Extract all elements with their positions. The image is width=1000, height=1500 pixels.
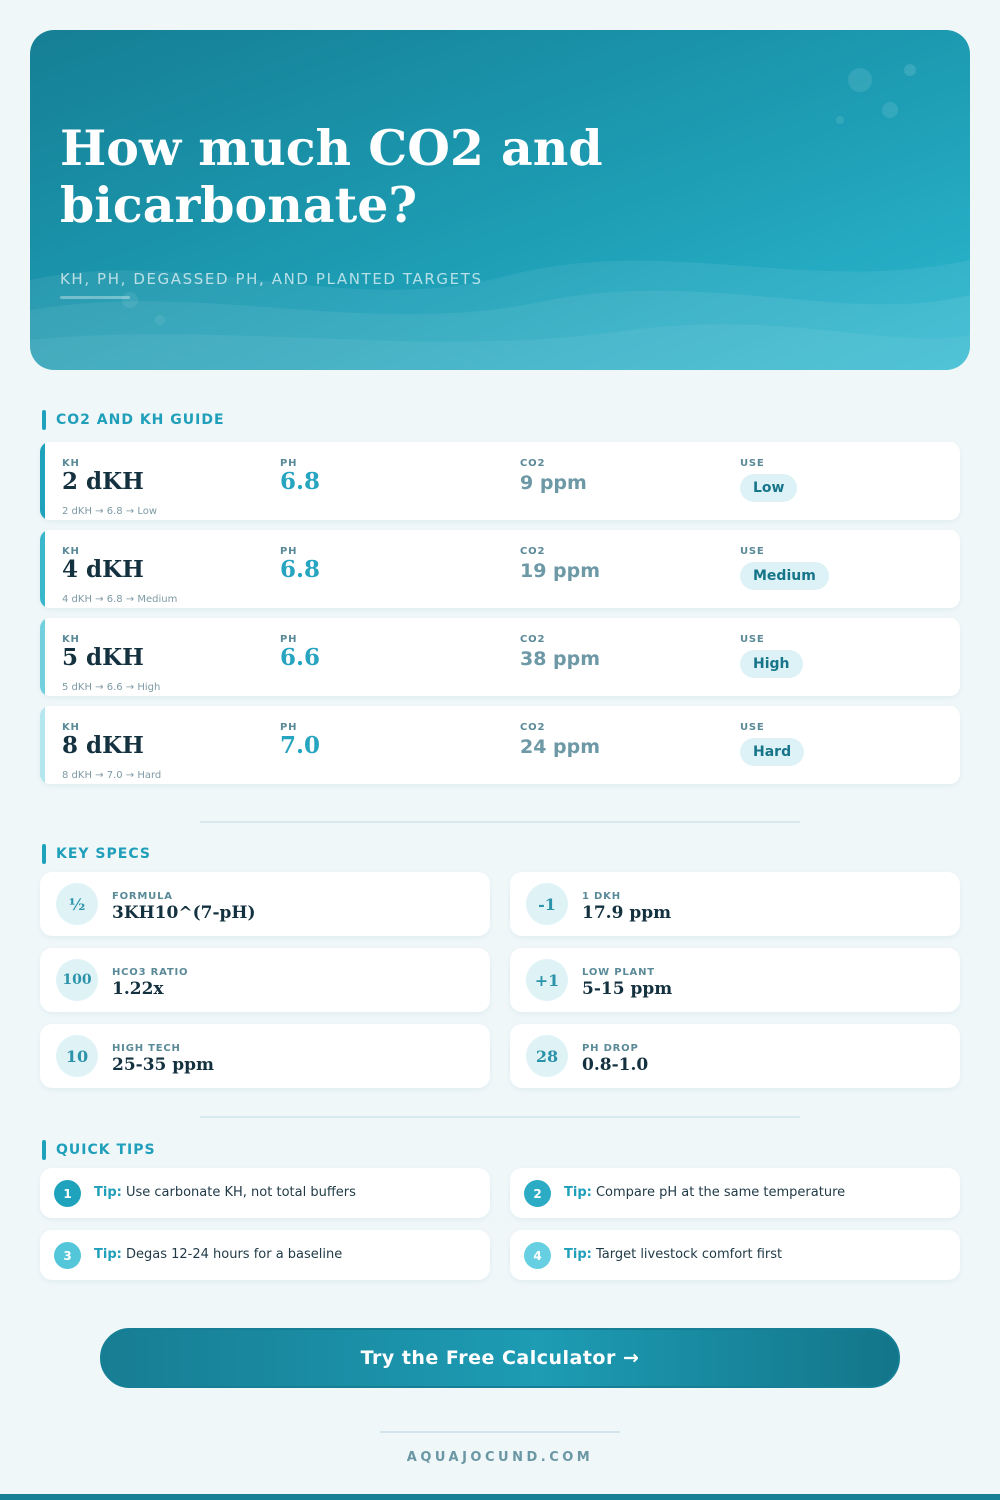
tip-text bbox=[564, 1247, 782, 1262]
tip-prefix: Tip: bbox=[564, 1185, 592, 1200]
guide-heading: CO2 AND KH GUIDE bbox=[56, 412, 225, 428]
tips-heading: QUICK TIPS bbox=[56, 1142, 156, 1158]
spec-label: FORMULA bbox=[112, 891, 173, 902]
use-column-label: USE bbox=[740, 722, 765, 733]
use-column-label: USE bbox=[740, 634, 765, 645]
tip-number-badge: 3 bbox=[54, 1242, 81, 1269]
spec-card bbox=[510, 872, 960, 936]
co2-value: 9 ppm bbox=[520, 472, 587, 494]
co2-column-label: CO2 bbox=[520, 458, 546, 469]
page-title: How much CO2 and bicarbonate? bbox=[60, 119, 603, 234]
guide-row bbox=[40, 530, 960, 608]
spec-value: 0.8-1.0 bbox=[582, 1055, 649, 1075]
use-badge: High bbox=[740, 650, 803, 678]
spec-badge-icon: 28 bbox=[526, 1035, 568, 1077]
ph-value: 6.8 bbox=[280, 556, 321, 583]
ph-column-label: PH bbox=[280, 546, 298, 557]
row-summary-note: 4 dKH → 6.8 → Medium bbox=[62, 594, 178, 605]
spec-label: PH DROP bbox=[582, 1043, 639, 1054]
spec-card bbox=[510, 1024, 960, 1088]
co2-column-label: CO2 bbox=[520, 722, 546, 733]
subtitle-underline bbox=[60, 296, 130, 299]
spec-value: 5-15 ppm bbox=[582, 979, 673, 999]
spec-badge-icon: 100 bbox=[56, 959, 98, 1001]
specs-heading: KEY SPECS bbox=[56, 846, 151, 862]
spec-value: 3KH10^(7-pH) bbox=[112, 903, 256, 923]
kh-column-label: KH bbox=[62, 634, 80, 645]
kh-value: 4 dKH bbox=[62, 556, 144, 583]
spec-label: HCO3 RATIO bbox=[112, 967, 189, 978]
specs-section-header bbox=[42, 844, 151, 864]
section-accent-bar bbox=[42, 1140, 46, 1160]
tip-number-badge: 4 bbox=[524, 1242, 551, 1269]
section-accent-bar bbox=[42, 844, 46, 864]
spec-badge-icon: +1 bbox=[526, 959, 568, 1001]
section-divider bbox=[200, 1116, 800, 1118]
kh-value: 5 dKH bbox=[62, 644, 144, 671]
footer-site-link[interactable]: AQUAJOCUND.COM bbox=[406, 1450, 594, 1465]
tip-body: Use carbonate KH, not total buffers bbox=[125, 1185, 356, 1200]
spec-badge-icon: 10 bbox=[56, 1035, 98, 1077]
tip-text bbox=[94, 1185, 356, 1200]
spec-label: 1 DKH bbox=[582, 891, 621, 902]
tip-body: Compare pH at the same temperature bbox=[595, 1185, 846, 1200]
tips-section-header bbox=[42, 1140, 156, 1160]
section-divider bbox=[200, 821, 800, 823]
spec-value: 1.22x bbox=[112, 979, 164, 999]
guide-row bbox=[40, 706, 960, 784]
use-badge: Hard bbox=[740, 738, 804, 766]
use-column-label: USE bbox=[740, 458, 765, 469]
kh-value: 8 dKH bbox=[62, 732, 144, 759]
hero-banner bbox=[30, 30, 970, 370]
spec-badge-icon: ½ bbox=[56, 883, 98, 925]
row-summary-note: 2 dKH → 6.8 → Low bbox=[62, 506, 158, 517]
ph-column-label: PH bbox=[280, 722, 298, 733]
co2-value: 19 ppm bbox=[520, 560, 601, 582]
tip-card bbox=[510, 1230, 960, 1280]
kh-column-label: KH bbox=[62, 722, 80, 733]
footer-divider bbox=[380, 1431, 620, 1433]
tip-text bbox=[564, 1185, 845, 1200]
co2-column-label: CO2 bbox=[520, 634, 546, 645]
ph-column-label: PH bbox=[280, 458, 298, 469]
use-column-label: USE bbox=[740, 546, 765, 557]
spec-badge-icon: -1 bbox=[526, 883, 568, 925]
row-summary-note: 8 dKH → 7.0 → Hard bbox=[62, 770, 162, 781]
tip-card bbox=[510, 1168, 960, 1218]
ph-value: 6.8 bbox=[280, 468, 321, 495]
page-subtitle: KH, PH, DEGASSED PH, AND PLANTED TARGETS bbox=[60, 270, 483, 288]
tip-number-badge: 1 bbox=[54, 1180, 81, 1207]
section-accent-bar bbox=[42, 410, 46, 430]
tip-prefix: Tip: bbox=[94, 1185, 122, 1200]
spec-label: HIGH TECH bbox=[112, 1043, 181, 1054]
bottom-accent-bar bbox=[0, 1494, 1000, 1500]
tip-text bbox=[94, 1247, 342, 1262]
row-accent-bar bbox=[40, 706, 45, 784]
tip-card bbox=[40, 1230, 490, 1280]
ph-value: 7.0 bbox=[280, 732, 321, 759]
kh-value: 2 dKH bbox=[62, 468, 144, 495]
co2-column-label: CO2 bbox=[520, 546, 546, 557]
ph-column-label: PH bbox=[280, 634, 298, 645]
co2-value: 24 ppm bbox=[520, 736, 601, 758]
spec-label: LOW PLANT bbox=[582, 967, 655, 978]
tip-body: Target livestock comfort first bbox=[595, 1247, 783, 1262]
row-accent-bar bbox=[40, 530, 45, 608]
tip-prefix: Tip: bbox=[94, 1247, 122, 1262]
row-accent-bar bbox=[40, 618, 45, 696]
calculator-cta-button[interactable]: Try the Free Calculator → bbox=[100, 1328, 900, 1388]
tip-number-badge: 2 bbox=[524, 1180, 551, 1207]
spec-value: 17.9 ppm bbox=[582, 903, 672, 923]
use-badge: Medium bbox=[740, 562, 829, 590]
use-badge: Low bbox=[740, 474, 797, 502]
guide-row bbox=[40, 442, 960, 520]
kh-column-label: KH bbox=[62, 458, 80, 469]
tip-prefix: Tip: bbox=[564, 1247, 592, 1262]
spec-value: 25-35 ppm bbox=[112, 1055, 215, 1075]
tip-body: Degas 12-24 hours for a baseline bbox=[125, 1247, 343, 1262]
spec-card bbox=[510, 948, 960, 1012]
guide-section-header bbox=[42, 410, 225, 430]
tip-card bbox=[40, 1168, 490, 1218]
co2-value: 38 ppm bbox=[520, 648, 601, 670]
kh-column-label: KH bbox=[62, 546, 80, 557]
row-summary-note: 5 dKH → 6.6 → High bbox=[62, 682, 161, 693]
row-accent-bar bbox=[40, 442, 45, 520]
guide-row bbox=[40, 618, 960, 696]
spec-card bbox=[40, 948, 490, 1012]
spec-card bbox=[40, 872, 490, 936]
ph-value: 6.6 bbox=[280, 644, 321, 671]
spec-card bbox=[40, 1024, 490, 1088]
